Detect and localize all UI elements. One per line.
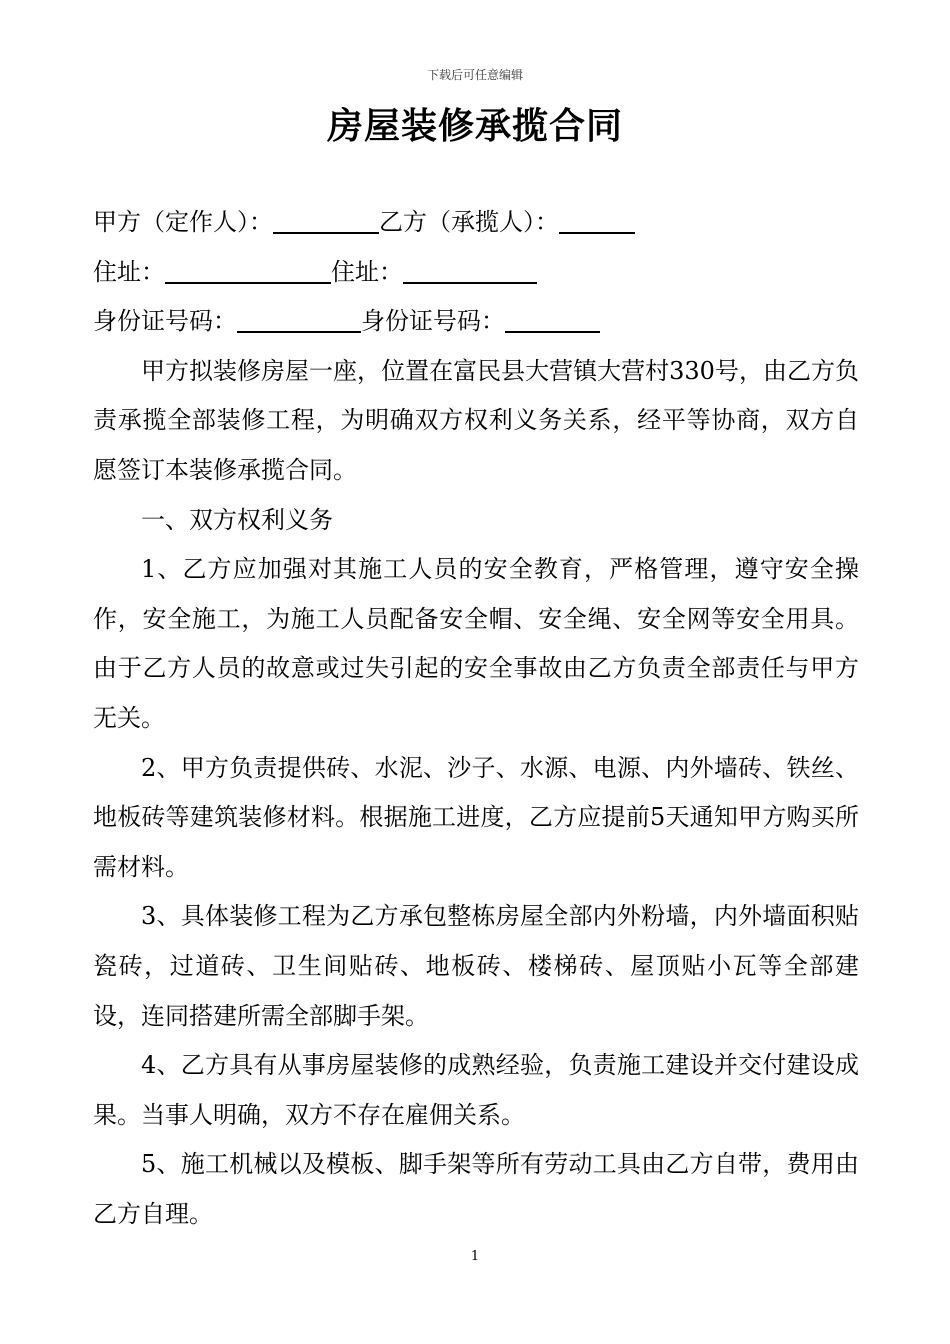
document-title: 房屋装修承揽合同 xyxy=(326,105,623,147)
section-heading: 一、双方权利义务 xyxy=(141,505,333,534)
id-a-label: 身份证号码： xyxy=(93,307,237,336)
id-line xyxy=(93,297,859,347)
intro-paragraph: 甲方拟装修房屋一座，位置在富民县大营镇大营村330号，由乙方负责承揽全部装修工程，为明确双方权利义务关系，经平等协商，双方自愿签订本装修承揽合同。 xyxy=(93,356,859,484)
id-b-label: 身份证号码： xyxy=(361,307,505,336)
contract-body xyxy=(93,198,859,1239)
id-b-blank xyxy=(505,303,600,333)
address-line xyxy=(93,248,859,298)
clause-1: 1、乙方应加强对其施工人员的安全教育，严格管理，遵守安全操作，安全施工，为施工人员配备安全帽、安全绳、安全网等安全用具。由于乙方人员的故意或过失引起的安全事故由乙方负责全部责任与甲方无关。 xyxy=(93,555,859,732)
id-a-blank xyxy=(237,303,361,333)
clause-4: 4、乙方具有从事房屋装修的成熟经验，负责施工建设并交付建设成果。当事人明确，双方不存在雇佣关系。 xyxy=(93,1051,859,1129)
clause-3: 3、具体装修工程为乙方承包整栋房屋全部内外粉墙，内外墙面积贴瓷砖，过道砖、卫生间贴砖、地板砖、楼梯砖、屋顶贴小瓦等全部建设，连同搭建所需全部脚手架。 xyxy=(93,902,859,1030)
address-b-blank xyxy=(403,254,537,284)
address-b-label: 住址： xyxy=(331,257,403,286)
clause-2: 2、甲方负责提供砖、水泥、沙子、水源、电源、内外墙砖、铁丝、地板砖等建筑装修材料。根据施工进度，乙方应提前5天通知甲方购买所需材料。 xyxy=(93,753,859,881)
header-note: 下载后可任意编辑 xyxy=(426,68,523,82)
address-a-label: 住址： xyxy=(93,257,165,286)
address-a-blank xyxy=(165,254,331,284)
party-a-blank xyxy=(273,204,379,234)
party-a-label: 甲方（定作人）： xyxy=(93,208,273,236)
clause-5: 5、施工机械以及模板、脚手架等所有劳动工具由乙方自带，费用由乙方自理。 xyxy=(93,1150,859,1228)
party-b-label: 乙方（承揽人）： xyxy=(379,208,559,236)
party-line xyxy=(93,198,859,248)
page-number: 1 xyxy=(470,1249,480,1264)
party-b-blank xyxy=(559,204,635,234)
